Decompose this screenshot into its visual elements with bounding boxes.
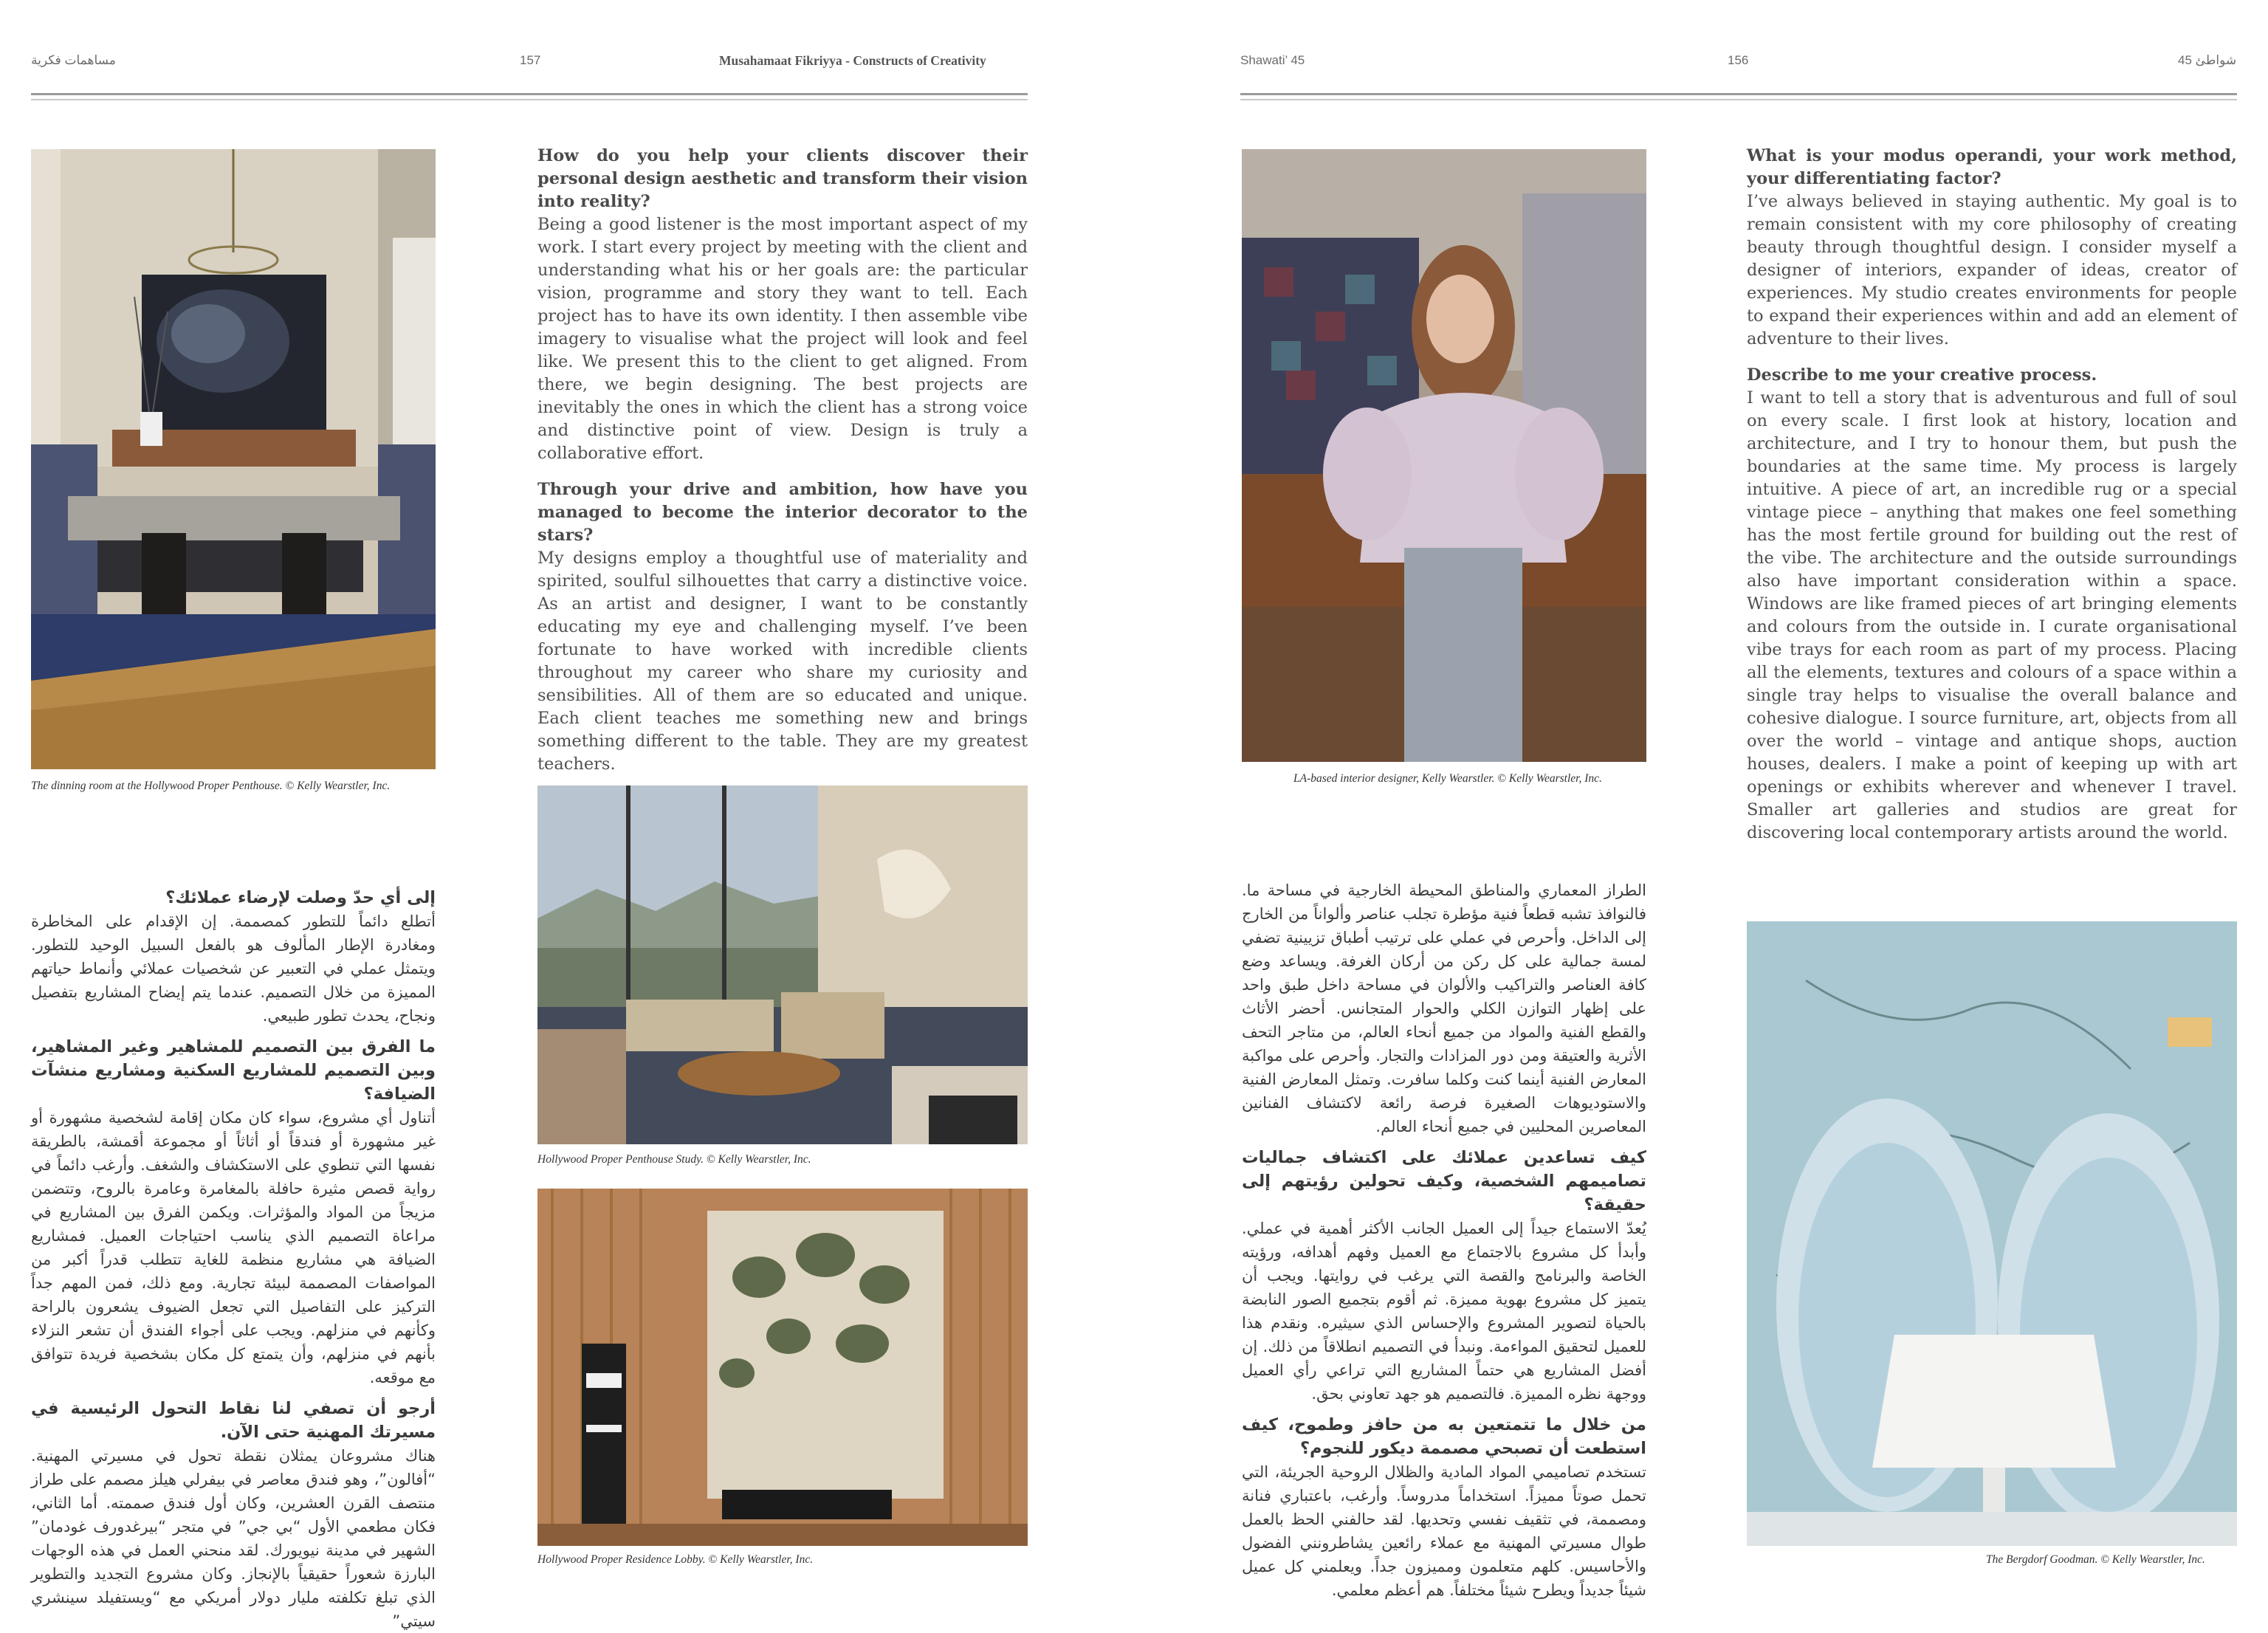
caption-study: Hollywood Proper Penthouse Study. © Kelly Wearstler, Inc. (537, 1153, 811, 1166)
left-page-number: 157 (520, 53, 541, 67)
question: How do you help your clients discover their personal design aesthetic and transform their vision into reality? (537, 146, 1028, 211)
answer: I’ve always believed in staying authentic. My goal is to remain consistent with my core philosophy of creating beauty through thoughtful design. I consider myself a designer of interiors, expander of ideas, creator of experiences. My studio creates environments for people to expand their experiences within and add an element of adventure to their lives. (1747, 192, 2237, 348)
question: What is your modus operandi, your work method, your differentiating factor? (1747, 146, 2237, 188)
residence-lobby-photo (537, 1189, 1028, 1546)
right-header-rule (1240, 93, 2237, 95)
right-english-column (1747, 145, 2237, 858)
arabic-question: من خلال ما تتمتعين به من حافز وطموح، كيف استطعت أن تصبحي مصممة ديكور للنجوم؟ (1242, 1415, 1646, 1458)
arabic-answer: الطراز المعماري والمناطق المحيطة الخارجية في مساحة ما. فالنوافذ تشبه قطعاً فنية مؤطرة تجلب عناصر وألواناً من الخارج إلى الداخل. وأحرص في عملي على ترتيب أطباق تزيينية تضفي لمسة جمالية على كل ركن من أركان الغرفة. ويساعد وضع كافة العناصر والتراكيب والألوان في مساحة داخل طبق واحد على إظهار التوازن الكلي والحوار المتجانس. أحضر الأثاث والقطع الفنية والمواد من جميع أنحاء العالم، من متاجر التحف الأثرية والعتيقة ومن دور المزادات والتجار. وأحرص على مواكبة المعارض الفنية أينما كنت وكلما سافرت. وتمثل المعارض الفنية والاستوديوهات الصغيرة فرصة رائعة لاكتشاف الفنانين المعاصرين المحليين في جميع أنحاء العالم. (1242, 881, 1646, 1135)
left-header-rule-thin (31, 99, 1028, 100)
penthouse-study-photo (537, 785, 1028, 1144)
caption-bergdorf: The Bergdorf Goodman. © Kelly Wearstler, Inc. (1986, 1553, 2205, 1566)
left-header-arabic: مساهمات فكرية (31, 53, 116, 67)
left-header-rule (31, 93, 1028, 95)
arabic-question: كيف تساعدين عملائك على اكتشاف جماليات تصاميمهم الشخصية، وكيف تحولين رؤيتهم إلى حقيقة؟ (1242, 1148, 1646, 1214)
right-page-number: 156 (1728, 53, 1749, 67)
question: Through your drive and ambition, how have you managed to become the interior decorator to the stars? (537, 480, 1028, 545)
left-english-column (537, 145, 1028, 789)
arabic-answer: تستخدم تصاميمي المواد المادية والظلال الروحية الجريئة، التي تحمل صوتاً مميزاً. استخداماً مدروساً. وأرغب، باعتباري فنانة ومصممة، في تثقيف نفسي وتحديها. لقد حالفني الحظ بالعمل طوال مسيرتي المهنية مع عملاء رائعين يشاطرونني الفضول والأحاسيس. كلهم متعلمون ومميزون جداً. ويعلمني كل عميل شيئاً جديداً ويطرح شيئاً مختلفاً. هم أعظم معلمي. (1242, 1463, 1646, 1599)
question: Describe to me your creative process. (1747, 365, 2097, 385)
answer: Being a good listener is the most important aspect of my work. I start every project by meeting with the client and understanding what his or her goals are: the particular vision, programme and story they want to tell. Each project has to have its own identity. I then assemble vibe imagery to visualise what the project will look and feel like. We present this to the client to get aligned. From there, we begin designing. The best projects are inevitably the ones in which the client has a strong voice and distinctive point of view. Design is truly a collaborative effort. (537, 215, 1028, 463)
caption-lobby: Hollywood Proper Residence Lobby. © Kelly Wearstler, Inc. (537, 1553, 814, 1566)
arabic-answer: أتناول أي مشروع، سواء كان مكان إقامة لشخصية مشهورة أو غير مشهورة أو فندقاً أو أثاثاً أو مجموعة أقمشة، بالطريقة نفسها التي تنطوي على الاستكشاف والشغف. وأرغب دائماً في رواية قصص مثيرة حافلة بالمغامرة وعامرة بالروح، وتتضمن مزيجاً من المواد والمؤثرات. ويكمن الفرق بين المشاريع في مراعاة التصميم الذي يناسب احتياجات العميل. فمشاريع الضيافة هي مشاريع منظمة للغاية تتطلب قدراً أكبر من المواصفات المصممة لبيئة تجارية. ومع ذلك، فمن المهم جداً التركيز على التفاصيل التي تجعل الضيوف يشعرون بالراحة وكأنهم في منزلهم. ويجب على أجواء الفندق أن تشعر النزلاء بأنهم في منزلهم، وأن يتمتع كل مكان بشخصية فريدة تتوافق مع موقعه. (31, 1109, 436, 1386)
arabic-question: ما الفرق بين التصميم للمشاهير وغير المشاهير، وبين التصميم للمشاريع السكنية ومشاريع منشآت الضيافة؟ (31, 1037, 436, 1104)
right-header-left: Shawati’ 45 (1240, 53, 1305, 67)
caption-portrait: LA-based interior designer, Kelly Wearstler. © Kelly Wearstler, Inc. (1293, 772, 1602, 785)
bergdorf-goodman-photo (1747, 921, 2237, 1546)
arabic-answer: هناك مشروعان يمثلان نقطة تحول في مسيرتي المهنية. “أفالون”، وهو فندق معاصر في بيفرلي هيلز مصمم على طراز منتصف القرن العشرين، وكان أول فندق صممته. أما الثاني، فكان مطعمي الأول “بي جي” في متجر “بيرغدورف غودمان” الشهير في مدينة نيويورك. لقد منحني العمل في هذه الوجهات البارزة شعوراً حقيقياً بالإنجاز. وكان مشروع التجديد والتطوير الذي تبلغ تكلفته مليار دولار أمريكي مع “ويستفيلد سينشري سيتي” (31, 1447, 436, 1630)
dining-room-photo (31, 149, 436, 769)
right-arabic-column (1242, 879, 1646, 1602)
answer: My designs employ a thoughtful use of materiality and spirited, soulful silhouettes that carry a distinctive voice. As an artist and designer, I want to be constantly educating my eye and challenging myself. I’ve been fortunate to have worked with incredible clients throughout my career who share my curiosity and sensibilities. All of them are so educated and unique. Each client teaches me something new and brings something different to the table. They are my greatest teachers. (537, 549, 1028, 774)
left-arabic-column (31, 886, 436, 1633)
right-header-arabic: شواطئ 45 (2178, 53, 2237, 67)
arabic-answer: يُعدّ الاستماع جيداً إلى العميل الجانب الأكثر أهمية في عملي. وأبدأ كل مشروع بالاجتماع مع العميل وفهم أهدافه، ورؤيته الخاصة والبرنامج والقصة التي يرغب في روايتها. ويجب أن يتميز كل مشروع بهوية مميزة. ثم أقوم بتجميع الصور النابضة بالحياة لتصوير المشروع والإحساس الذي سيثيره. ونقدم هذا للعميل لتحقيق المواءمة. ونبدأ في التصميم انطلاقاً من ذلك. إن أفضل المشاريع هي حتماً المشاريع التي تراعي رأي العميل ووجهة نظره المميزة. فالتصميم هو جهد تعاوني بحق. (1242, 1220, 1646, 1403)
answer: I want to tell a story that is adventurous and full of soul on every scale. I first look at history, location and architecture, and I try to honour them, but push the boundaries at the same time. My process is largely intuitive. A piece of art, an incredible rug or a special vintage piece – anything that makes one feel something has the most fertile ground for building out the rest of the vibe. The architecture and the outside surroundings also have important consideration within a space. Windows are like framed pieces of art bringing elements and colours from the outside in. I curate organisational vibe trays for each room as part of my process. Placing all the elements, textures and colours of a space within a single tray helps to visualise the overall balance and cohesive dialogue. I source furniture, art, objects from all over the world – vintage and antique shops, auction houses, dealers. I make a point of keeping up with art openings or exhibits wherever and whenever I travel. Smaller art galleries and studios are great for discovering local contemporary artists around the world. (1747, 388, 2237, 842)
caption-dining: The dinning room at the Hollywood Proper Penthouse. © Kelly Wearstler, Inc. (31, 780, 391, 792)
designer-portrait-photo (1242, 149, 1646, 762)
left-header-title: Musahamaat Fikriyya - Constructs of Creativity (719, 53, 986, 68)
right-header-rule-thin (1240, 99, 2237, 100)
arabic-question: إلى أي حدّ وصلت لإرضاء عملائك؟ (165, 888, 436, 907)
arabic-answer: أتطلع دائماً للتطور كمصممة. إن الإقدام على المخاطرة ومغادرة الإطار المألوف هو بالفعل السبيل الوحيد للتطور. ويتمثل عملي في التعبير عن شخصيات عملائي وأنماط حياتهم المميزة من خلال التصميم. عندما يتم إيضاح المشاريع بتفصيل ونجاح، يحدث تطور طبيعي. (31, 912, 436, 1025)
arabic-question: أرجو أن تصفي لنا نقاط التحول الرئيسية في مسيرتك المهنية حتى الآن. (31, 1399, 436, 1442)
